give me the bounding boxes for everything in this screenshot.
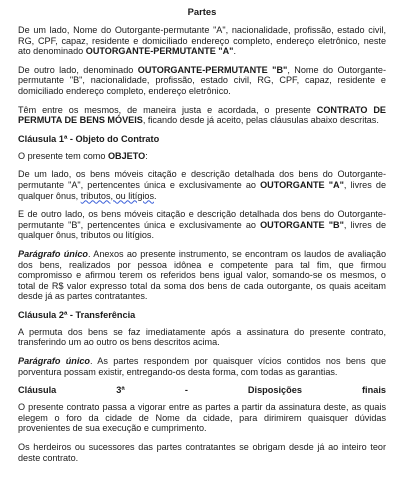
clause-2-heading: Cláusula 2ª - Transferência	[18, 309, 136, 320]
goods-b-text-start: E de outro lado, os bens móveis citação e descrição detalhada dos bens do Outorgante-permutante "B", pertencentes única e exclusivamente ao	[18, 209, 386, 230]
goods-b-text-end: , livres de qualquer ônus, tributos ou litígios.	[18, 219, 386, 241]
clause-2-sole-paragraph	[18, 356, 386, 377]
party-b-text-start: De outro lado, denominado	[18, 64, 138, 75]
clause-3-heading	[18, 385, 386, 396]
agreement-text-start: Têm entre os mesmos, de maneira justa e acordada, o presente	[18, 104, 317, 115]
party-a-text: De um lado, Nome do Outorgante-permutante "A", nacionalidade, profissão, estado civil, RG, CPF, capaz, residente e domiciliado endereço completo, endereço eletrônico, neste ato denominado	[18, 25, 386, 57]
clause-2-transfer	[18, 327, 386, 348]
clause-3-word: finais	[362, 385, 386, 396]
goods-a-text-mid: , livres de qualquer ônus,	[18, 179, 386, 201]
spellcheck-marked-text[interactable]: tributos, ou litígios	[80, 190, 154, 201]
party-a-paragraph	[18, 25, 386, 57]
sole-paragraph-text-1: . Anexos ao presente instrumento, se encontram os laudos de avaliação dos bens, realizados por pessoa idônea e competente para tal fim, que firmou compromisso e afirmou terem os referidos bens igual valor, somando-se os mesmos, o total de R$ valor expresso total da soma dos bens de cada outorgante, os quais aceitam desde já as partes contratantes.	[18, 248, 386, 302]
sole-paragraph-label-2: Parágrafo único	[18, 356, 90, 367]
outorgante-a-label: OUTORGANTE "A"	[260, 179, 344, 190]
party-a-designation: OUTORGANTE-PERMUTANTE "A"	[85, 46, 234, 57]
clause-1-heading: Cláusula 1ª - Objeto do Contrato	[18, 133, 160, 144]
heirs-text: Os herdeiros ou sucessores das partes contratantes se obrigam desde já ao inteiro teor deste contrato.	[18, 442, 386, 463]
clause-3-word: Cláusula	[18, 385, 57, 396]
clause-1-sole-paragraph	[18, 249, 386, 302]
goods-a-text-start: De um lado, os bens móveis citação e descrição detalhada dos bens do Outorgante-permutante "A", pertencentes única e exclusivamente ao	[18, 169, 386, 190]
agreement-paragraph	[18, 105, 386, 126]
goods-a-text-end: .	[154, 190, 157, 201]
party-b-text-end: , Nome do Outorgante-permutante "B", nacionalidade, profissão, estado civil, RG, CPF, capaz, residente e domiciliado endereço completo, endereço eletrônico.	[18, 64, 386, 96]
outorgante-b-label: OUTORGANTE "B"	[260, 219, 344, 230]
clause-1-intro	[18, 151, 386, 162]
agreement-text-end: , ficando desde já aceito, pelas cláusulas abaixo descritas.	[142, 115, 379, 126]
clause-3-word: -	[184, 385, 188, 396]
clause-3-word: 3ª	[116, 385, 125, 396]
object-keyword: OBJETO	[107, 150, 146, 161]
sole-paragraph-label-1: Parágrafo único	[18, 248, 88, 259]
clause-3-word: Disposições	[247, 385, 302, 396]
sole-paragraph-text-2: . As partes respondem por quaisquer vícios contidos nos bens que porventura possam existir, entregando-os desta forma, com todas as garantias.	[18, 356, 386, 377]
transfer-text: A permuta dos bens se faz imediatamente após a assinatura do presente contrato, transferindo um ao outro os bens descritos acima.	[18, 326, 386, 348]
party-a-end: .	[233, 46, 237, 57]
clause-1-goods-a	[18, 169, 386, 201]
clause-1-intro-colon: :	[145, 150, 148, 161]
contract-name: CONTRATO DE PERMUTA DE BENS MÓVEIS	[18, 104, 386, 126]
clause-3-validity	[18, 402, 386, 434]
party-b-paragraph	[18, 65, 386, 97]
validity-text: O presente contrato passa a vigorar entre as partes a partir da assinatura deste, as quais elegem o foro da cidade de Nome da cidade, para dirimirem quaisquer dúvidas provenientes de sua execução e cumprimento.	[18, 402, 386, 434]
clause-3-heirs	[18, 442, 386, 463]
party-b-designation: OUTORGANTE-PERMUTANTE "B"	[137, 64, 288, 75]
clause-1-goods-b	[18, 209, 386, 241]
section-title-partes: Partes	[187, 6, 217, 17]
clause-1-intro-text: O presente tem como	[18, 150, 108, 161]
